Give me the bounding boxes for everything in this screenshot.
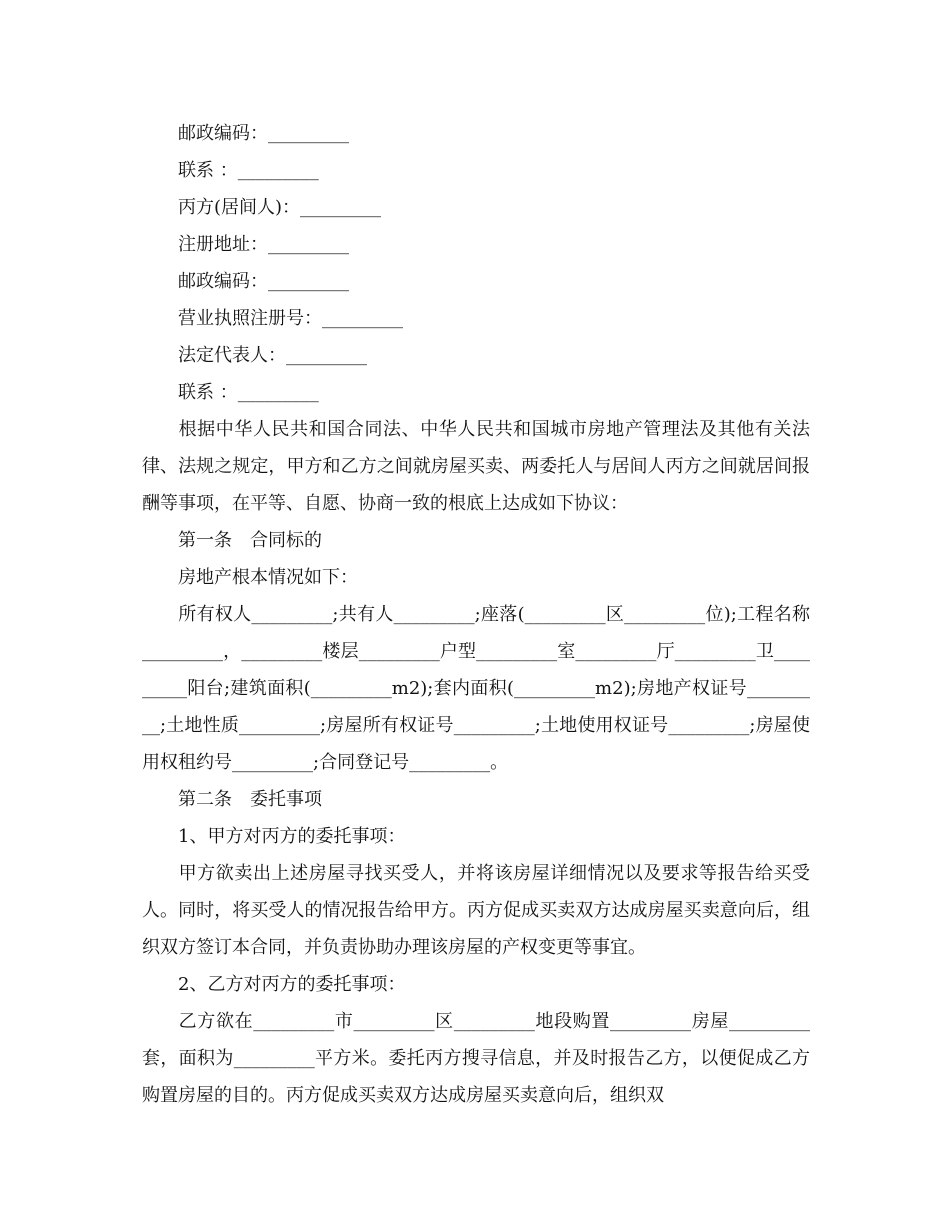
item-1-paragraph [142,855,810,966]
article-2-heading: 第二条 委托事项 [178,789,322,810]
item-1-title: 1、甲方对丙方的委托事项： [178,826,406,847]
license-number-line: 营业执照注册号：_________ [178,308,403,329]
property-details-text: 所有权人_________;共有人_________;座落(_________区_________位);工程名称_________，_________楼层_________户型_________室_________厅_________卫_________阳台;建筑面积(_________m2);套内面积(_________m2);房地产权证号_________;土地性质_________;房屋所有权证号_________;土地使用权证号_________;房屋使用权租约号_________;合同登记号_________。 [142,604,810,773]
intro-paragraph [142,411,810,522]
item-2-paragraph [142,1003,810,1114]
postal-code-line-2: 邮政编码：_________ [178,271,349,292]
legal-representative-line: 法定代表人：_________ [178,345,367,366]
registered-address-line: 注册地址：_________ [178,234,349,255]
contact-line-2: 联系 ：_________ [178,382,319,403]
item-2-text: 乙方欲在_________市_________区_________地段购置_________房屋_________套，面积为_________平方米。委托丙方搜寻信息，并及时报告乙方，以便促成乙方购置房屋的目的。丙方促成买卖双方达成房屋买卖意向后，组织双 [142,1011,810,1106]
contact-line: 联系 ：_________ [178,160,319,181]
item-1-text: 甲方欲卖出上述房屋寻找买受人，并将该房屋详细情况以及要求等报告给买受人。同时，将买受人的情况报告给甲方。丙方促成买卖双方达成房屋买卖意向后，组织双方签订本合同，并负责协助办理该房屋的产权变更等事宜。 [142,863,810,958]
intro-paragraph-text: 根据中华人民共和国合同法、中华人民共和国城市房地产管理法及其他有关法律、法规之规定，甲方和乙方之间就房屋买卖、两委托人与居间人丙方之间就居间报酬等事项，在平等、自愿、协商一致的根底上达成如下协议： [142,419,810,514]
article-1-heading: 第一条 合同标的 [178,530,322,551]
party-c-line: 丙方(居间人)：_________ [178,197,382,218]
property-details-paragraph [142,596,810,781]
postal-code-line: 邮政编码：_________ [178,123,349,144]
document-body [142,115,810,1114]
article-1-subheading: 房地产根本情况如下： [178,567,358,588]
item-2-title: 2、乙方对丙方的委托事项： [178,974,406,995]
